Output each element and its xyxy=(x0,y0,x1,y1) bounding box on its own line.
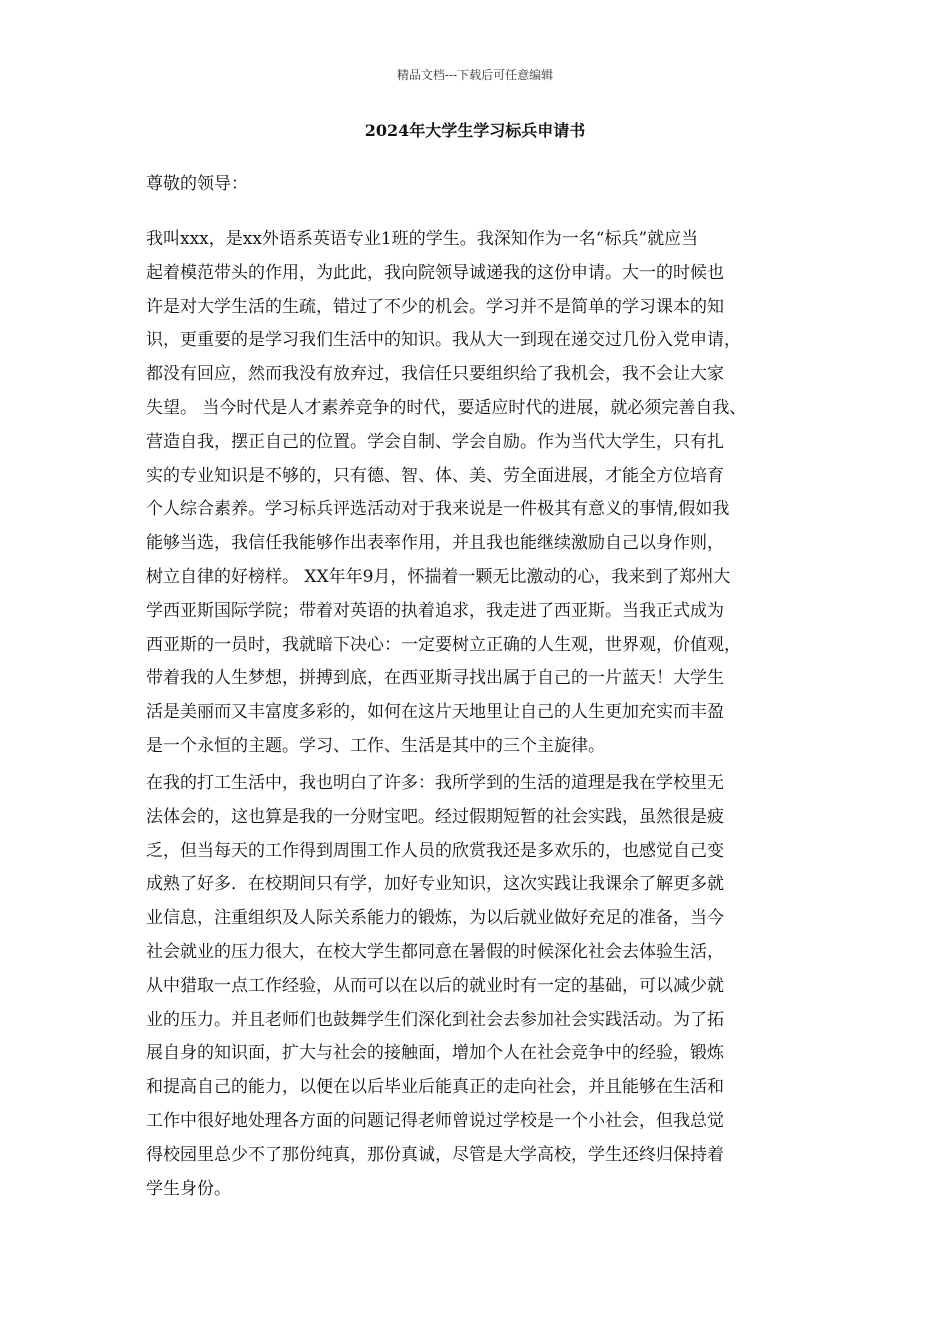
paragraph-line: 乏，但当每天的工作得到周围工作人员的欣赏我还是多欢乐的，也感觉自己变 xyxy=(146,840,724,861)
paragraph-line: 都没有回应，然而我没有放弃过，我信任只要组织给了我机会，我不会让大家 xyxy=(146,364,724,385)
paragraph-line: 失望。 当今时代是人才素养竞争的时代，要适应时代的进展，就必须完善自我、 xyxy=(146,397,747,418)
paragraph-line: 和提高自己的能力，以便在以后毕业后能真正的走向社会，并且能够在生活和 xyxy=(146,1077,724,1098)
paragraph-line: 带着我的人生梦想，拼搏到底，在西亚斯寻找出属于自己的一片蓝天！大学生 xyxy=(146,668,724,689)
paragraph-line: 展自身的知识面，扩大与社会的接触面，增加个人在社会竞争中的经验，锻炼 xyxy=(146,1043,724,1064)
paragraph-line: 识，更重要的是学习我们生活中的知识。我从大一到现在递交过几份入党申请， xyxy=(146,330,741,351)
paragraph-line: 业的压力。并且老师们也鼓舞学生们深化到社会去参加社会实践活动。为了拓 xyxy=(146,1009,724,1030)
paragraph-line: 西亚斯的一员时，我就暗下决心：一定要树立正确的人生观，世界观，价值观， xyxy=(146,634,741,655)
paragraph-line: 实的专业知识是不够的，只有德、智、体、美、劳全面进展，才能全方位培育 xyxy=(146,465,724,486)
page-header: 精品文档---下载后可任意编辑 xyxy=(396,68,554,82)
salutation: 尊敬的领导： xyxy=(146,174,248,194)
paragraph-line: 我叫xxx，是xx外语系英语专业1班的学生。我深知作为一名“标兵”就应当 xyxy=(146,229,699,249)
paragraph-line: 个人综合素养。学习标兵评选活动对于我来说是一件极其有意义的事情,假如我 xyxy=(146,499,730,520)
document-title: 2024年大学生学习标兵申请书 xyxy=(364,121,586,140)
paragraph-line: 是一个永恒的主题。学习、工作、生活是其中的三个主旋律。 xyxy=(146,735,605,756)
paragraph-line: 树立自律的好榜样。 XX年年9月，怀揣着一颗无比激动的心，我来到了郑州大 xyxy=(146,566,731,587)
paragraph-2 xyxy=(146,767,836,1206)
paragraph-line: 许是对大学生活的生疏，错过了不少的机会。学习并不是简单的学习课本的知 xyxy=(146,296,724,317)
paragraph-line: 起着模范带头的作用，为此此，我向院领导诚递我的这份申请。大一的时候也 xyxy=(146,262,724,283)
paragraph-line: 营造自我，摆正自己的位置。学会自制、学会自励。作为当代大学生，只有扎 xyxy=(146,431,724,452)
paragraph-line: 从中猎取一点工作经验，从而可以在以后的就业时有一定的基础，可以减少就 xyxy=(146,975,724,996)
paragraph-line: 成熟了好多．在校期间只有学，加好专业知识，这次实践让我课余了解更多就 xyxy=(146,874,724,895)
paragraph-line: 工作中很好地处理各方面的问题记得老师曾说过学校是一个小社会，但我总觉 xyxy=(146,1110,724,1131)
paragraph-line: 能够当选，我信任我能够作出表率作用，并且我也能继续激励自己以身作则， xyxy=(146,533,724,554)
paragraph-line: 学西亚斯国际学院；带着对英语的执着追求，我走进了西亚斯。当我正式成为 xyxy=(146,600,724,621)
paragraph-line: 活是美丽而又丰富度多彩的，如何在这片天地里让自己的人生更加充实而丰盈 xyxy=(146,702,724,723)
paragraph-line: 社会就业的压力很大，在校大学生都同意在暑假的时候深化社会去体验生活， xyxy=(146,941,724,962)
paragraph-line: 法体会的，这也算是我的一分财宝吧。经过假期短暂的社会实践，虽然很是疲 xyxy=(146,806,724,827)
paragraph-line: 在我的打工生活中，我也明白了许多：我所学到的生活的道理是我在学校里无 xyxy=(146,773,724,793)
paragraph-line: 得校园里总少不了那份纯真，那份真诚，尽管是大学高校，学生还终归保持着 xyxy=(146,1144,724,1165)
paragraph-1 xyxy=(146,223,836,764)
paragraph-line: 学生身份。 xyxy=(146,1178,231,1199)
paragraph-line: 业信息，注重组织及人际关系能力的锻炼，为以后就业做好充足的准备，当今 xyxy=(146,908,724,929)
